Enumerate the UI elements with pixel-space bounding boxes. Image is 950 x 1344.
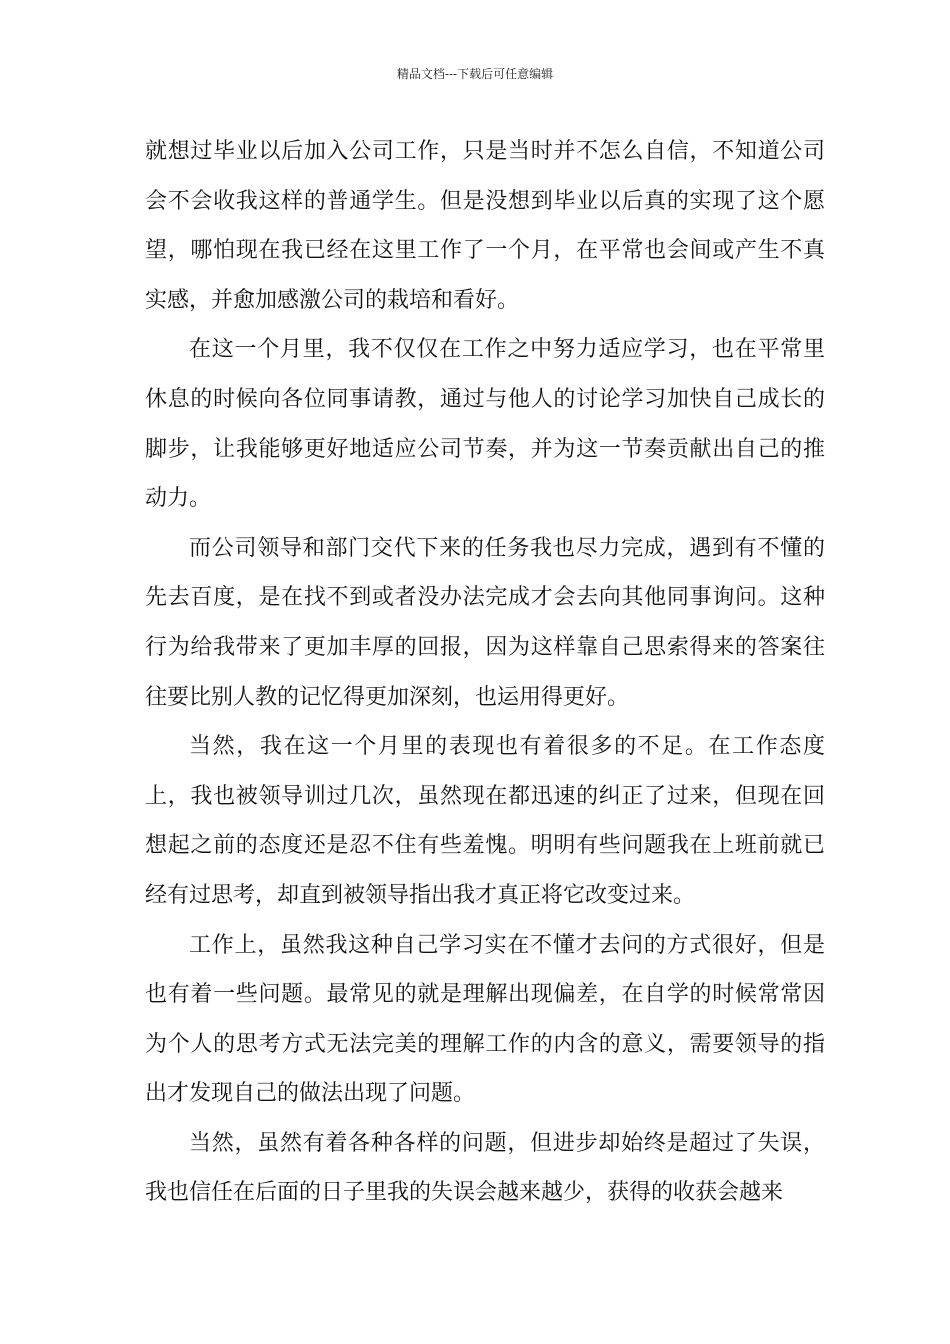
paragraph-truncated: 当然，虽然有着各种各样的问题，但进步却始终是超过了失误，我也信任在后面的日子里我的失误会越来越少，获得的收获会越来 bbox=[145, 1130, 825, 1206]
page-header: 精品文档---下载后可任意编辑 bbox=[396, 67, 554, 81]
paragraph: 当然，我在这一个月里的表现也有着很多的不足。在工作态度上，我也被领导训过几次，虽然现在都迅速的纠正了过来，但现在回想起之前的态度还是忍不住有些羞愧。明明有些问题我在上班前就已经有过思考，却直到被领导指出我才真正将它改变过来。 bbox=[145, 734, 825, 908]
paragraph: 而公司领导和部门交代下来的任务我也尽力完成，遇到有不懂的先去百度，是在找不到或者没办法完成才会去向其他同事询问。这种行为给我带来了更加丰厚的回报，因为这样靠自己思索得来的答案往往要比别人教的记忆得更加深刻，也运用得更好。 bbox=[145, 535, 825, 710]
document-body bbox=[145, 127, 825, 1218]
paragraph-continuation: 就想过毕业以后加入公司工作，只是当时并不怎么自信，不知道公司会不会收我这样的普通学生。但是没想到毕业以后真的实现了这个愿望，哪怕现在我已经在这里工作了一个月，在平常也会间或产生不真实感，并愈加感激公司的栽培和看好。 bbox=[145, 139, 825, 313]
paragraph: 工作上，虽然我这种自己学习实在不懂才去问的方式很好，但是也有着一些问题。最常见的就是理解出现偏差，在自学的时候常常因为个人的思考方式无法完美的理解工作的内含的意义，需要领导的指出才发现自己的做法出现了问题。 bbox=[145, 932, 825, 1107]
paragraph: 在这一个月里，我不仅仅在工作之中努力适应学习，也在平常里休息的时候向各位同事请教，通过与他人的讨论学习加快自己成长的脚步，让我能够更好地适应公司节奏，并为这一节奏贡献出自己的推动力。 bbox=[145, 337, 825, 512]
